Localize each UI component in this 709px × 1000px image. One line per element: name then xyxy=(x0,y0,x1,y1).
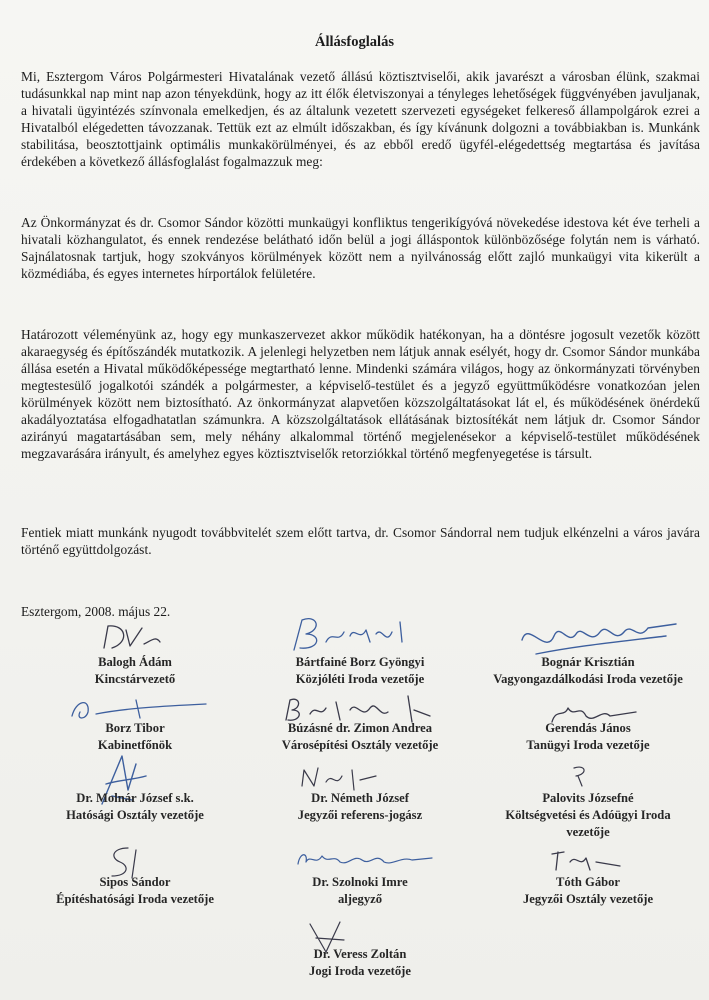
signatory-role: aljegyző xyxy=(337,892,383,906)
signatory-name: Dr. Molnár József s.k. xyxy=(76,791,194,805)
signatory-bartfaine xyxy=(270,654,450,688)
signatory-role: Jegyzői referens-jogász xyxy=(297,808,423,822)
document-title: Állásfoglalás xyxy=(315,34,394,50)
signatory-veress xyxy=(270,946,450,980)
signature-mark-palovits xyxy=(564,762,604,788)
signatory-name: Bognár Krisztián xyxy=(541,655,635,669)
signatory-role: Építéshatósági Iroda vezetője xyxy=(56,892,214,906)
signatory-name: Dr. Szolnoki Imre xyxy=(312,875,408,889)
signatory-role: Jegyzői Osztály vezetője xyxy=(522,892,654,906)
signatory-name: Búzásné dr. Zimon Andrea xyxy=(287,721,433,735)
paragraph-opinion: Határozott véleményünk az, hogy egy munkaszervezet akkor működik hatékonyan, ha a döntésre jogosult vezetők között akaraegység és építőszándék mutatkozik. A jelenlegi helyzetben nem látjuk annak esélyét, hogy dr. Csomor Sándor munkába állása esetén a Hivatal működőképessége megtartható lenne. Mindenki számára világos, hogy az önkormányzati törvényben megtestesülő jogalkotói szándék a polgármester, a képviselő-testület és a jegyző együttműködésre vonatkozóan jelen körülmények között nem biztosítható. Az önkormányzat alapvetően közszolgáltatásokat lát el, és működésének önérdekű akadályoztatása elfogadhatatlan számunkra. A közszolgáltatások ellátásának biztosítékát nem látjuk dr. Csomor Sándor azirányú magatartásában sem, mely néhány alkalommal történő megjelenésekor a képviselő-testület működésének megzavarására irányult, és amelyhez egyes köztisztviselők retorziókkal történő megfenyegetése is társult. xyxy=(21,327,700,461)
signatory-role: Hatósági Osztály vezetője xyxy=(66,808,204,822)
signatory-toth xyxy=(478,874,698,908)
signatory-name: Tóth Gábor xyxy=(555,875,621,889)
place-and-date: Esztergom, 2008. május 22. xyxy=(21,604,171,619)
signatory-role: Költségvetési és Adóügyi Iroda xyxy=(505,808,671,822)
signatory-nemeth xyxy=(270,790,450,824)
signatory-role: Tanügyi Iroda vezetője xyxy=(526,738,650,752)
signatory-buzasne xyxy=(270,720,450,754)
signatory-role: Kincstárvezető xyxy=(94,672,176,686)
signature-mark-toth xyxy=(546,846,626,876)
signatory-role: Közjóléti Iroda vezetője xyxy=(295,672,425,686)
paragraph-intro: Mi, Esztergom Város Polgármesteri Hivatalának vezető állású köztisztviselői, akik javarészt a városban élünk, szakmai tudásunkkal nap mint nap azon tényekdünk, hogy az itt élők életviszonyai a tényleges lehetőségek függvényében javuljanak, a hivatali ügyintézés színvonala emelkedjen, és az általunk vezetett szervezeti egységeket felkereső állampolgárok ezrei a Hivatalból elégedetten távozzanak. Tettük ezt az elmúlt időszakban, és így kívánunk dolgozni a továbbiakban is. Munkánk stabilitása, beosztottjaink optimális munkakörülményei, és az ebből eredő ügyfél-elégedettség megtartása és javítása érdekében a következő állásfoglalást fogalmazzuk meg: xyxy=(21,69,700,169)
signatory-role: Kabinetfőnök xyxy=(97,738,173,752)
signatory-gerendas xyxy=(478,720,698,754)
signatory-role: Vagyongazdálkodási Iroda vezetője xyxy=(493,672,683,686)
signature-mark-szolnoki xyxy=(292,846,442,872)
signatory-sipos xyxy=(40,874,230,908)
paragraph-conflict: Az Önkormányzat és dr. Csomor Sándor közötti munkaügyi konfliktus tengerikígyóvá növekedése idestova két éve terheli a hivatali közhangulatot, és ennek rendezése belátható időn belül a jogi álláspontok különbözősége folytán nem is várható. Sajnálatosnak tartjuk, hogy szokványos körülmények között nem a nyilvánosság előtt zajló munkaügyi vita kikerült a közmédiába, és egyes internetes hírportálok felületére. xyxy=(21,215,700,281)
signatory-name: Dr. Németh József xyxy=(311,791,409,805)
signatory-name: Palovits Józsefné xyxy=(542,791,634,805)
signature-mark-balogh xyxy=(96,620,166,655)
signatory-molnar xyxy=(50,790,220,824)
signatory-szolnoki xyxy=(270,874,450,908)
signatory-role: Városépítési Osztály vezetője xyxy=(281,738,439,752)
signatory-role-cont: vezetője xyxy=(566,825,610,839)
signatory-role: Jogi Iroda vezetője xyxy=(309,964,411,978)
signature-mark-bartfaine xyxy=(288,612,418,657)
signatory-bognar xyxy=(478,654,698,688)
signatory-name: Bártfainé Borz Gyöngyi xyxy=(295,655,425,669)
signatory-name: Borz Tibor xyxy=(105,721,165,735)
signatory-palovits xyxy=(478,790,698,841)
paragraph-conclusion: Fentiek miatt munkánk nyugodt továbbvitelét szem előtt tartva, dr. Csomor Sándorral nem tudjuk elkénzelni a város javára történő együttdolgozást. xyxy=(21,525,700,557)
signatory-name: Dr. Veress Zoltán xyxy=(313,947,407,961)
signatory-balogh xyxy=(60,654,210,688)
signatory-name: Gerendás János xyxy=(545,721,631,735)
signatory-name: Sipos Sándor xyxy=(99,875,171,889)
signatory-name: Balogh Ádám xyxy=(98,655,172,669)
signatory-borz xyxy=(60,720,210,754)
